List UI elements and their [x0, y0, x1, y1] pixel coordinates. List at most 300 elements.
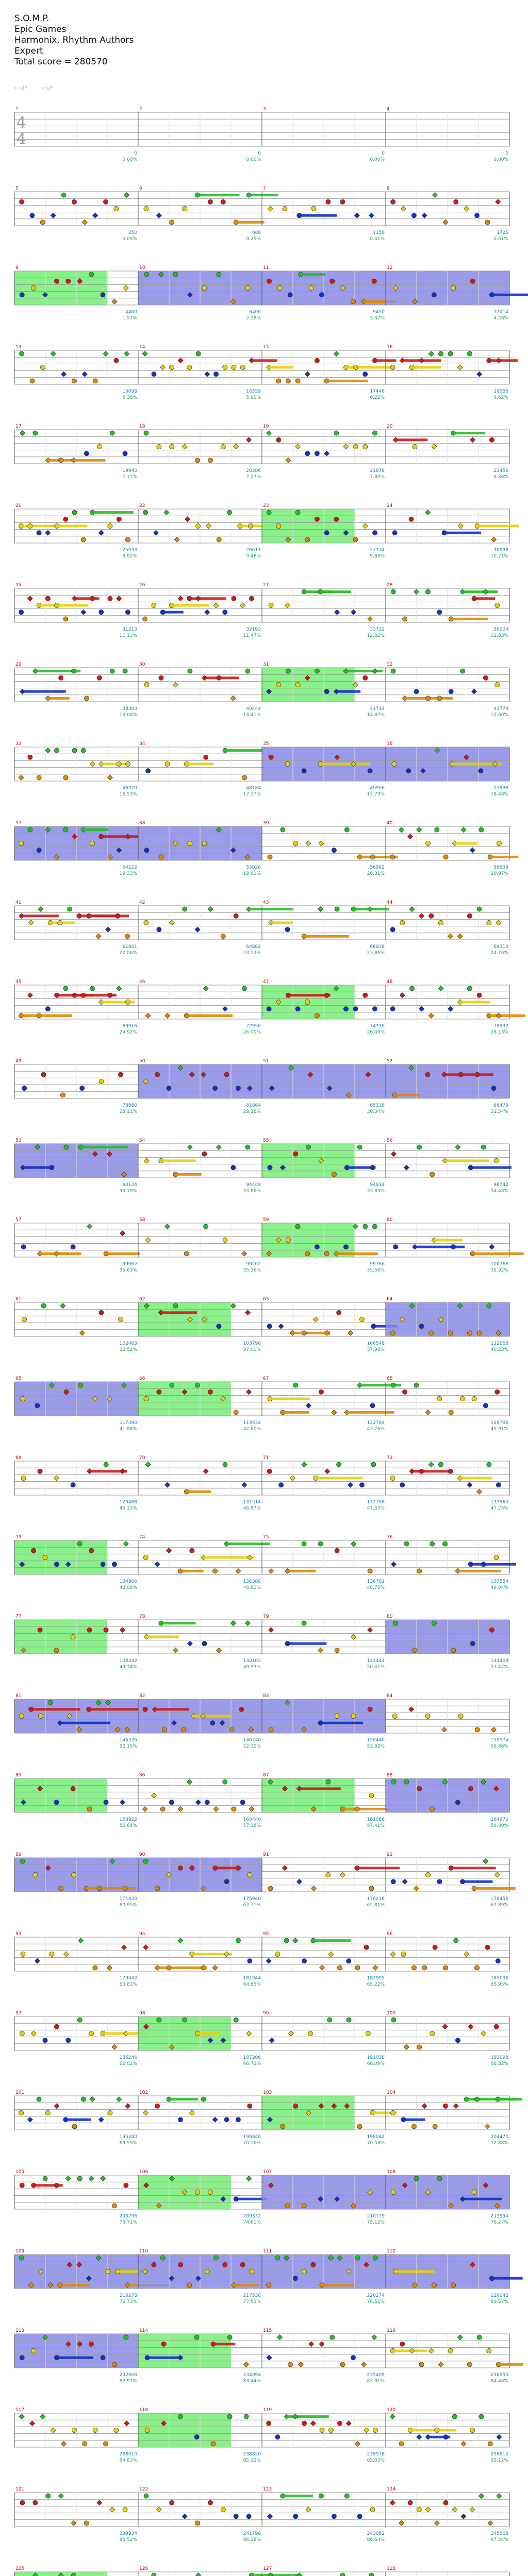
note-hopo [442, 2024, 448, 2029]
sustain [249, 194, 278, 196]
note [21, 1952, 25, 1956]
sustain [410, 2429, 457, 2432]
note [72, 199, 76, 204]
note [337, 1310, 341, 1315]
note-hopo [494, 1872, 500, 1877]
note-hopo [368, 907, 373, 912]
measure-number: 6 [139, 186, 142, 191]
note [117, 517, 121, 521]
note [43, 2038, 47, 2043]
note [370, 1165, 375, 1170]
measure-number: 64 [387, 1297, 393, 1302]
note-hopo [142, 1806, 147, 1811]
note [20, 2355, 24, 2360]
note [391, 1780, 396, 1784]
sustain [460, 1477, 492, 1480]
note [178, 2117, 183, 2122]
note [319, 293, 324, 297]
measure-pct: 75.12% [367, 2220, 385, 2225]
note-hopo [419, 913, 424, 919]
note [223, 1780, 227, 1784]
measure-number: 17 [15, 424, 22, 429]
note [372, 1007, 377, 1011]
note-hopo [425, 2507, 431, 2512]
note [489, 1628, 494, 1632]
measure-number: 22 [139, 503, 145, 509]
measure-number: 32 [387, 662, 393, 667]
note [239, 1707, 244, 1711]
note [442, 1780, 447, 1784]
note [279, 1483, 284, 1487]
note-hopo [402, 1879, 407, 1884]
measure-pct: 24.70% [490, 951, 508, 956]
note [208, 1389, 212, 1394]
measure-pct: 15.60% [490, 713, 508, 718]
note [108, 993, 112, 997]
note [89, 2342, 94, 2346]
measure-number: 78 [139, 1614, 145, 1619]
measure-score: 159574 [490, 1738, 508, 1743]
measure-number: 14 [139, 345, 145, 350]
note [213, 372, 218, 377]
overdrive-block [138, 1302, 231, 1336]
note [108, 596, 112, 601]
note [369, 1793, 374, 1798]
note-hopo [354, 213, 359, 218]
measure-number: 13 [15, 345, 22, 350]
sustain [271, 922, 293, 924]
measure-score: 204470 [490, 2134, 508, 2140]
note [412, 1648, 417, 1653]
note [320, 2428, 324, 2432]
note [90, 841, 94, 845]
note [458, 1072, 463, 1077]
note [390, 1476, 395, 1480]
measure-score: 4400 [125, 310, 137, 315]
measure-score: 17448 [370, 389, 385, 394]
measure-pct: 58.80% [490, 1823, 508, 1828]
note [269, 755, 273, 759]
note [240, 1800, 245, 1805]
sustain [39, 604, 88, 607]
note [188, 841, 192, 845]
note [335, 1714, 339, 1718]
note-hopo [399, 827, 404, 833]
note [178, 2262, 183, 2267]
measure-pct: 56.88% [490, 1744, 508, 1749]
note-hopo [82, 219, 87, 225]
measure-number: 97 [15, 2011, 22, 2016]
note-hopo [390, 2414, 395, 2419]
measure-score: 138442 [119, 1658, 137, 1664]
measure-number: 68 [387, 1376, 393, 1381]
note-hopo [481, 2031, 486, 2036]
note [302, 1621, 306, 1625]
note-hopo [206, 523, 211, 529]
measure-score: 74316 [370, 1024, 385, 1029]
measure-pct: 45.91% [490, 1427, 508, 1432]
sustain [288, 1642, 327, 1645]
note [19, 841, 24, 845]
note [372, 1224, 377, 1229]
note [372, 279, 376, 283]
sustain [197, 2032, 220, 2035]
measure-pct: 24.92% [119, 1030, 137, 1035]
measure-number: 75 [263, 1535, 269, 1540]
sustain [193, 1715, 231, 1718]
note-hopo [82, 371, 87, 377]
sustain [471, 1563, 516, 1566]
note [353, 444, 358, 449]
note [487, 1303, 491, 1308]
sustain [299, 214, 337, 217]
note-hopo [464, 1952, 469, 1957]
note [72, 2124, 77, 2129]
sustain [463, 590, 498, 593]
note [451, 1245, 456, 1249]
measure-number: 23 [263, 503, 269, 509]
sustain [23, 1166, 51, 1169]
note [28, 827, 32, 832]
measure-score: 209332 [243, 2214, 261, 2219]
note-hopo [187, 1145, 192, 1150]
note [224, 1879, 229, 1884]
measure-number: 29 [15, 662, 22, 667]
measure-number: 105 [15, 2170, 25, 2175]
note [231, 1165, 236, 1170]
note [169, 1800, 174, 1805]
measure-pct: 26.00% [243, 1030, 261, 1035]
measure-pct: 12.83% [490, 633, 508, 638]
note [478, 769, 483, 773]
sustain [155, 1708, 189, 1710]
note [93, 2428, 97, 2432]
note [30, 379, 35, 383]
note [221, 199, 225, 204]
measure-pct: 66.02% [119, 2061, 137, 2066]
measure-number: 62 [139, 1297, 145, 1302]
note [344, 827, 349, 832]
measure-number: 61 [15, 1297, 22, 1302]
measure-number: 28 [387, 583, 393, 588]
note-hopo [343, 444, 349, 449]
measure-pct: 74.61% [243, 2220, 261, 2225]
measure-score: 185036 [490, 1976, 508, 1981]
note [475, 1072, 480, 1077]
measure-score: 185246 [119, 2055, 137, 2060]
note [87, 1807, 92, 1811]
note [335, 1648, 339, 1653]
note [448, 351, 453, 356]
note-hopo [391, 1151, 396, 1157]
measure-score: 181944 [243, 1976, 261, 1981]
sustain [31, 1708, 80, 1710]
note-hopo [61, 2441, 67, 2446]
note [116, 913, 120, 918]
measure-number: 85 [15, 1773, 22, 1778]
note-hopo [160, 365, 166, 370]
note [248, 1959, 252, 1963]
measure-score: 9450 [373, 310, 385, 315]
note-hopo [212, 1965, 218, 1970]
note [315, 358, 319, 363]
note [280, 2124, 285, 2129]
sustain [57, 525, 87, 528]
note [217, 1324, 221, 1329]
note-hopo [309, 2342, 314, 2347]
measure-score: 0 [382, 151, 385, 156]
note-hopo [438, 986, 443, 991]
note-hopo [60, 1303, 65, 1309]
measure-number: 19 [263, 424, 269, 429]
note-hopo [328, 1952, 334, 1957]
note [72, 748, 77, 753]
measure-score: 15098 [122, 389, 137, 394]
note-hopo [185, 517, 190, 522]
note-hopo [112, 2044, 117, 2049]
measure-number: 72 [387, 1455, 393, 1461]
sustain [458, 1570, 501, 1572]
note-hopo [143, 1945, 148, 1950]
measure-pct: 0.00% [246, 157, 261, 162]
sustain [444, 532, 481, 534]
overdrive-block [14, 1778, 107, 1812]
measure-score: 117490 [119, 1420, 137, 1426]
note [20, 1859, 25, 1863]
measure-pct: 86.64% [367, 2537, 385, 2543]
note [411, 2124, 416, 2129]
sustain [75, 597, 100, 600]
note-hopo [496, 920, 501, 925]
sustain [321, 1722, 364, 1724]
note [155, 1072, 160, 1077]
measure-score: 72956 [246, 1024, 261, 1029]
note-hopo [461, 2514, 466, 2519]
overdrive-block [138, 2334, 231, 2368]
note [302, 1331, 306, 1335]
note [391, 589, 395, 594]
note [417, 1569, 422, 1573]
note-hopo [242, 1251, 247, 1256]
measure-number: 76 [387, 1535, 393, 1540]
sustain [146, 1636, 179, 1638]
song-title: S.O.M.P. [14, 13, 50, 24]
note [275, 1952, 280, 1956]
note [494, 1555, 499, 1560]
note [99, 1079, 104, 1083]
note-hopo [432, 444, 437, 449]
note [58, 920, 62, 925]
measure-pct: 84.83% [119, 2458, 137, 2463]
sustain [395, 2270, 434, 2273]
note [194, 2335, 199, 2340]
note-hopo [124, 351, 129, 357]
note [84, 696, 89, 701]
measure-score: 235409 [367, 2372, 385, 2378]
measure-number: 126 [139, 2566, 148, 2571]
note [368, 769, 372, 773]
note-hopo [346, 2421, 351, 2426]
note-hopo [27, 993, 32, 998]
note [302, 2204, 306, 2208]
measure-score: 99766 [370, 1262, 385, 1267]
time-signature-top: 4 [16, 114, 27, 132]
sustain [163, 611, 184, 614]
measure-pct: 3.37% [370, 316, 385, 321]
measure-pct: 35.92% [490, 1268, 508, 1273]
note-hopo [470, 2507, 475, 2512]
note-hopo [348, 1330, 353, 1335]
note [162, 1727, 167, 1732]
note [359, 1317, 364, 1321]
note-hopo [120, 1231, 125, 1236]
measure-pct: 50.41% [367, 1665, 385, 1670]
note [481, 1145, 486, 1149]
measure-number: 113 [15, 2328, 25, 2333]
measure-number: 12 [387, 265, 393, 270]
note [33, 2500, 38, 2505]
note [54, 1800, 59, 1805]
measure-score: 36004 [493, 627, 508, 632]
measure-pct: 6.22% [370, 395, 385, 400]
measure-score: 158922 [119, 1817, 137, 1822]
note-hopo [324, 451, 329, 456]
measure-score: 54222 [122, 865, 137, 870]
note-hopo [38, 907, 43, 912]
measure-number: 10 [139, 265, 145, 270]
note-hopo [245, 1310, 250, 1315]
note-hopo [390, 1952, 395, 1957]
measure-pct: 11.13% [119, 633, 137, 638]
measure-score: 238578 [367, 2452, 385, 2457]
measure-score: 20386 [246, 468, 261, 473]
note [38, 1628, 42, 1632]
measure-number: 9 [15, 265, 19, 270]
note [205, 2269, 209, 2274]
note [391, 669, 395, 673]
note [467, 913, 472, 918]
note [160, 2256, 165, 2260]
note [81, 537, 86, 542]
sustain [187, 1490, 211, 1493]
sustain [157, 1967, 207, 1969]
measure-number: 53 [15, 1138, 22, 1143]
note-hopo [156, 213, 161, 218]
overdrive-block [262, 668, 355, 702]
measure-score: 238812 [490, 2452, 508, 2457]
note [489, 437, 494, 442]
note [33, 1872, 38, 1877]
measure-pct: 31.54% [490, 1109, 508, 1114]
measure-score: 61881 [122, 944, 137, 950]
note [63, 775, 68, 780]
note [302, 769, 306, 773]
measure-pct: 62.81% [367, 1903, 385, 1908]
measure-pct: 56.64% [119, 1823, 137, 1828]
measure-number: 63 [263, 1297, 269, 1302]
note-hopo [372, 2335, 377, 2340]
note-hopo [373, 1965, 378, 1970]
measure-number: 49 [15, 1059, 22, 1064]
measure-score: 69314 [493, 944, 508, 950]
note [293, 2104, 298, 2108]
note [326, 1780, 331, 1784]
sustain [301, 273, 325, 276]
note-hopo [45, 748, 51, 753]
note-hopo [120, 1800, 125, 1805]
measure-pct: 64.85% [243, 1982, 261, 1987]
note-hopo [428, 2348, 434, 2353]
note [269, 603, 273, 607]
note-hopo [246, 2176, 252, 2181]
sustain [473, 1252, 524, 1255]
measure-number: 87 [263, 1773, 269, 1778]
sustain [463, 1880, 492, 1883]
note [430, 1541, 435, 1546]
sustain [489, 359, 518, 362]
note [82, 2442, 87, 2446]
song-album: Epic Games [14, 24, 67, 35]
note-hopo [98, 2117, 104, 2122]
note [246, 2514, 251, 2519]
sustain [101, 835, 139, 838]
sustain [161, 1622, 195, 1624]
note [306, 1145, 311, 1149]
note-hopo [27, 596, 32, 601]
measure-score: 146740 [243, 1738, 261, 1743]
note-hopo [268, 206, 273, 211]
measure-pct: 11.47% [243, 633, 261, 638]
note [275, 2256, 280, 2260]
measure-pct: 37.00% [243, 1347, 261, 1352]
measure-number: 93 [15, 1931, 22, 1937]
note-hopo [246, 437, 252, 443]
note [477, 1331, 482, 1335]
note-hopo [318, 1648, 323, 1653]
note [411, 213, 416, 218]
note-hopo [117, 2097, 122, 2102]
note [448, 2348, 453, 2353]
note [78, 1383, 83, 1387]
sustain [249, 908, 294, 910]
note [494, 1158, 499, 1163]
note [54, 2024, 59, 2029]
note [236, 1938, 240, 1943]
note [157, 1389, 161, 1394]
note-hopo [246, 2031, 252, 2036]
note [429, 1331, 434, 1335]
note [173, 272, 178, 277]
measure-score: 64882 [246, 944, 261, 950]
measure-pct: 22.06% [119, 951, 137, 956]
measure-pct: 35.63% [119, 1268, 137, 1273]
measure-pct: 85.12% [243, 2458, 261, 2463]
note-hopo [19, 775, 24, 780]
sustain [80, 1146, 128, 1148]
measure-score: 238820 [243, 2452, 261, 2457]
note [224, 1072, 229, 1077]
note-hopo [472, 689, 477, 694]
time-signature-bottom: 4 [16, 130, 27, 148]
note-hopo [164, 510, 169, 515]
note [159, 675, 163, 680]
note [41, 1303, 46, 1308]
note [472, 2190, 476, 2194]
note [112, 2362, 117, 2367]
measure-pct: 29.18% [243, 1109, 261, 1114]
note-hopo [334, 351, 339, 357]
note-hopo [155, 1562, 160, 1567]
